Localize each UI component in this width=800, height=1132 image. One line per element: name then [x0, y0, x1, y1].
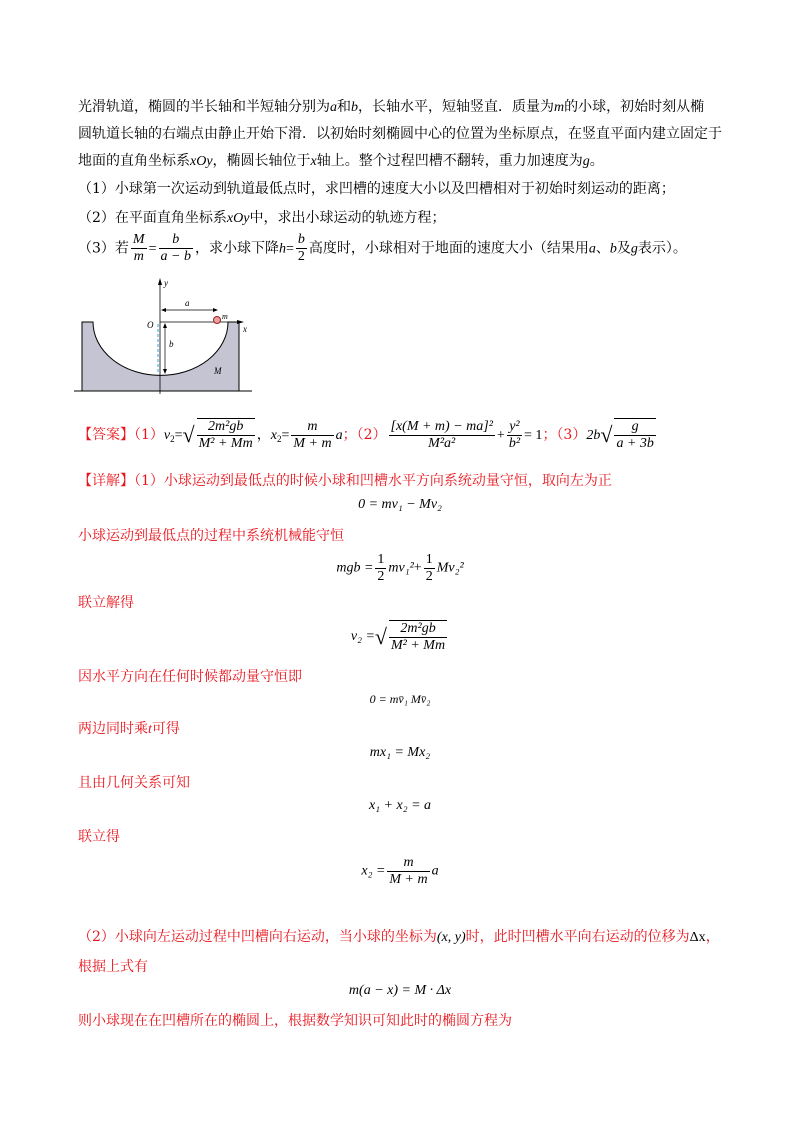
- var-xoy-2: xOy: [226, 211, 250, 226]
- s8-comma: ，: [705, 929, 720, 945]
- var-b: b: [351, 100, 358, 115]
- delta-x: Δx: [689, 930, 706, 945]
- b-arrow-bottom: [163, 369, 167, 374]
- solution-line-5: [78, 718, 180, 738]
- frac-den: M² + Mm: [198, 436, 253, 451]
- answer-part-3: （3）: [556, 427, 587, 443]
- v2-sub: 2: [170, 434, 175, 444]
- solution-line-10: 则小球现在在凹槽所在的椭圆上，根据数学知识可知此时的椭圆方程为: [78, 1013, 512, 1029]
- problem-line-3-end: 轴上。整个过程凹槽不翻转，重力加速度为: [316, 153, 583, 169]
- answer-part-2: （2）: [356, 427, 387, 443]
- question-1: （1）小球第一次运动到轨道最低点时，求凹槽的速度大小以及凹槽相对于初始时刻运动的距离；: [78, 181, 675, 197]
- var-g: g: [582, 154, 590, 169]
- solution-line-1: [78, 470, 612, 490]
- frac-num: m: [291, 419, 333, 436]
- equation-x2: [0, 855, 800, 888]
- frac-num: g: [614, 419, 655, 436]
- solution-tag: 【详解】: [78, 473, 134, 489]
- frac-num: 1: [377, 552, 385, 567]
- answer-line: [78, 418, 658, 452]
- a-arrow-right: [213, 308, 218, 312]
- semicolon: ；: [342, 427, 357, 443]
- problem-line-1-end: 的小球，初始时刻从椭: [564, 99, 705, 115]
- half-fraction: [375, 552, 386, 585]
- o-label: O: [147, 320, 154, 330]
- x2-sub: 2: [276, 434, 282, 444]
- groove-block: [82, 322, 239, 391]
- fraction-M-over-m: [131, 232, 147, 265]
- coef-2b: 2b: [586, 428, 601, 443]
- eq2-plus: +: [413, 560, 422, 576]
- solution-step-1: （1）小球运动到最低点的时候小球和凹槽水平方向系统动量守恒，取向左为正: [134, 473, 612, 489]
- question-2-end: 中，求出小球运动的轨迹方程；: [249, 210, 446, 226]
- question-3-end: 高度时，小球相对于地面的速度大小（结果用: [308, 240, 589, 257]
- var-b: b: [609, 241, 617, 257]
- eq2-term-1: mv₁²: [388, 560, 414, 576]
- frac-num: y²: [507, 419, 522, 436]
- frac-num: b: [297, 232, 305, 247]
- semicolon-2: ；: [542, 427, 557, 443]
- b-arrow-top: [163, 323, 167, 328]
- v2-base: v: [163, 428, 171, 443]
- var-a: a: [330, 100, 337, 115]
- sqrt-sign: √: [600, 422, 613, 447]
- var-h: h: [278, 241, 286, 257]
- frac-den: b²: [508, 435, 521, 451]
- solution-line-2: 小球运动到最低点的过程中系统机械能守恒: [78, 528, 344, 544]
- var-xoy: xOy: [190, 154, 213, 169]
- answer-tag: 【答案】: [78, 427, 134, 443]
- frac-den: M²a²: [428, 435, 456, 451]
- s5-end: 可得: [151, 721, 180, 737]
- question-2: [78, 207, 445, 227]
- solution-line-4: 因水平方向在任何时候都动量守恒即: [78, 669, 302, 685]
- y-label: y: [164, 278, 168, 288]
- solution-line-9: 根据上式有: [78, 959, 148, 975]
- eq2-term-2: Mv₂²: [436, 560, 464, 576]
- equals-one: = 1: [524, 428, 543, 443]
- var-m: m: [554, 100, 565, 115]
- equals: =: [281, 428, 290, 443]
- a-label: a: [185, 298, 190, 308]
- x2-symbol: [271, 428, 282, 443]
- problem-line-1-rest: ，长轴水平，短轴竖直．质量为: [358, 99, 554, 115]
- equation-momentum: 0 = mv₁ − Mv₂: [358, 497, 442, 512]
- equation-v2: [0, 620, 800, 654]
- M-label: M: [214, 366, 222, 376]
- equals-sign: =: [148, 241, 157, 257]
- solution-line-6: 且由几何关系可知: [78, 775, 190, 791]
- frac-num: [x(M + m) − ma]²: [390, 418, 493, 434]
- frac-den: M + m: [293, 435, 332, 451]
- ellipse-groove-figure: [70, 276, 260, 398]
- eq2-lhs: mgb =: [336, 560, 374, 576]
- frac-den: M² + Mm: [391, 638, 446, 653]
- question-2-start: （2）在平面直角坐标系: [78, 210, 227, 226]
- var-x: x: [310, 154, 317, 169]
- problem-line-3-period: 。: [589, 153, 604, 169]
- frac-num: 2m²gb: [389, 621, 447, 638]
- problem-line-3-start: 地面的直角坐标系: [78, 153, 190, 169]
- answer-part-1: （1）: [134, 427, 164, 443]
- question-3-mid: ，求小球下降: [194, 240, 279, 257]
- y-fraction: [507, 419, 522, 452]
- equation-displacement: mx₁ = Mx₂: [369, 745, 431, 760]
- eq3-lhs: v₂ =: [350, 629, 375, 645]
- x-label: x: [243, 324, 247, 334]
- frac-den: 2: [297, 249, 305, 264]
- comma: ，: [256, 427, 271, 443]
- s8-end: 时，此时凹槽水平向右运动的位移为: [465, 929, 690, 945]
- equals: =: [174, 428, 183, 443]
- equals-sign-2: =: [285, 241, 294, 257]
- solution-line-8: [78, 926, 720, 946]
- solution-line-3: 联立解得: [78, 595, 134, 611]
- m-label: m: [222, 312, 228, 321]
- sqrt-sign: √: [374, 624, 387, 649]
- eq7-lhs: x₂ =: [361, 863, 386, 879]
- var-g: g: [630, 241, 638, 257]
- frac-den: a + 3b: [616, 436, 654, 451]
- problem-line-1: [78, 96, 704, 116]
- problem-line-3: [78, 150, 604, 170]
- frac-num: b: [159, 232, 193, 249]
- frac-den: 2: [377, 569, 385, 584]
- s5-start: 两边同时乘: [78, 721, 148, 737]
- var-a: a: [335, 428, 343, 443]
- problem-line-3-mid: ，椭圆长轴位于: [212, 153, 311, 169]
- half-fraction: [424, 552, 435, 585]
- a-arrow-left: [161, 308, 166, 312]
- coord-xy: (x, y): [436, 930, 466, 945]
- frac-num: 1: [425, 552, 433, 567]
- separator: 、: [595, 240, 610, 257]
- x2-base: x: [270, 428, 277, 443]
- sqrt-fraction-1: [197, 418, 255, 452]
- frac-num: m: [387, 855, 429, 872]
- question-3-start: （3）若: [78, 240, 129, 257]
- equation-geometry: x₁ + x₂ = a: [368, 798, 432, 813]
- fraction-b-over-a-minus-b: [159, 232, 193, 265]
- sqrt-sign: √: [182, 422, 195, 447]
- equation-avg-momentum: 0 = mv̄₁ Mv̄₂: [369, 692, 431, 706]
- frac-den: 2: [425, 569, 433, 584]
- s8-start: （2）小球向左运动过程中凹槽向右运动，当小球的坐标为: [78, 929, 437, 945]
- frac-den: M + m: [389, 872, 428, 887]
- b-label: b: [169, 339, 174, 349]
- sqrt-fraction: [389, 620, 447, 654]
- fraction-b-over-2: [296, 232, 307, 265]
- frac-den: m: [133, 249, 144, 264]
- question-3-tail: 表示）。: [637, 240, 687, 257]
- eq7-a: a: [431, 863, 439, 879]
- equation-ellipse-shift: m(a − x) = M · Δx: [348, 983, 452, 998]
- frac-num: M: [132, 232, 145, 247]
- small-ball: [214, 317, 221, 324]
- var-a: a: [588, 241, 596, 257]
- text-and: 和: [337, 99, 351, 115]
- solution-line-7: 联立得: [78, 829, 120, 845]
- fraction-m-over-M-plus-m: [387, 855, 429, 888]
- problem-line-2: 圆轨道长轴的右端点由静止开始下滑．以初始时刻椭圆中心的位置为坐标原点，在竖直平面内建立固定于: [78, 126, 722, 142]
- y-axis-arrow: [158, 278, 162, 285]
- frac-den: a − b: [160, 249, 191, 264]
- problem-line-1-text: 光滑轨道，椭圆的半长轴和半短轴分别为: [78, 99, 330, 115]
- plus: +: [496, 428, 505, 443]
- text-ji: 及: [616, 240, 631, 257]
- ellipse-fraction: [389, 419, 495, 452]
- var-t: t: [148, 722, 152, 737]
- question-3: [78, 232, 687, 265]
- sqrt-fraction-3: [614, 418, 655, 452]
- frac-num: 2m²gb: [197, 419, 255, 436]
- fraction-m-over-M-plus-m: [291, 419, 333, 452]
- equation-energy: [0, 552, 800, 585]
- v2-symbol: [164, 428, 175, 443]
